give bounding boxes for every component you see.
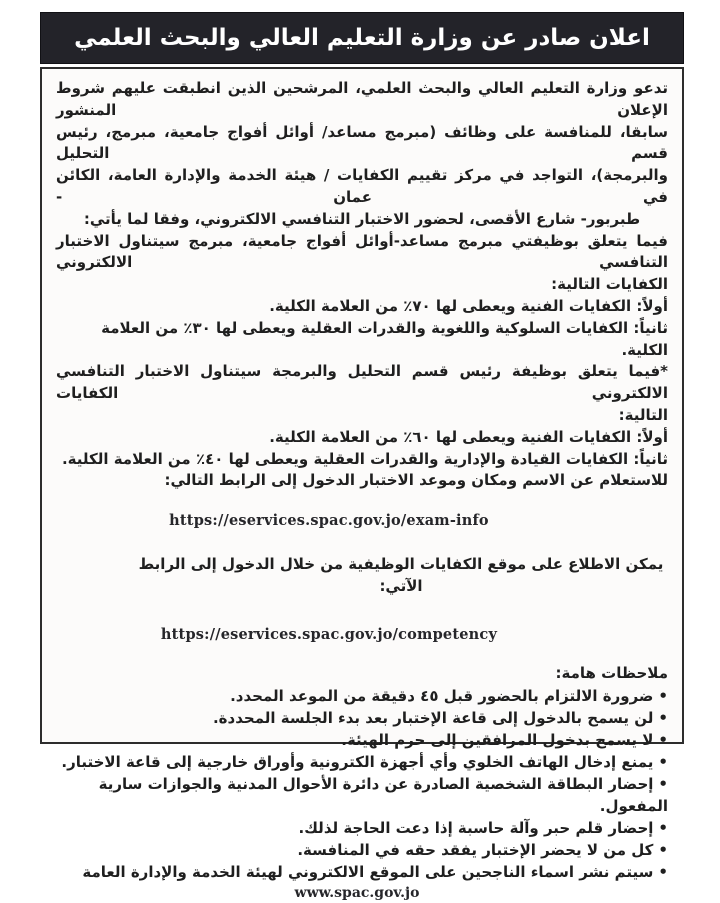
intro-line: طبربور- شارع الأقصى، لحضور الاختبار التنافسي الالكتروني، وفقا لما يأتي: [83, 209, 641, 228]
note-item [56, 839, 668, 861]
job1-first-competency: أولاً: الكفايات الفنية ويعطى لها ٧٠٪ من العلامة الكلية. [269, 296, 668, 315]
bullet-icon: • [658, 687, 668, 706]
job2-lead-line: *فيما يتعلق بوظيفة رئيس قسم التحليل والبرمجة سيتناول الاختبار التنافسي الالكتروني الكفايات [56, 362, 668, 403]
competency-url: https://eservices.spac.gov.jo/competency [160, 625, 498, 643]
bullet-icon: • [658, 753, 668, 772]
exam-info-url: https://eservices.spac.gov.jo/exam-info [169, 512, 489, 530]
spac-website-url: www.spac.gov.jo [294, 885, 420, 902]
bullet-icon: • [658, 731, 668, 750]
job1-second-competency: ثانياً: الكفايات السلوكية واللغوية والقدرات العقلية ويعطى لها ٣٠٪ من العلامة الكلية. [101, 318, 668, 359]
note-text: سيتم نشر اسماء الناجحين على الموقع الالكتروني لهيئة الخدمة والإدارة العامة [82, 863, 654, 882]
announcement-title: اعلان صادر عن وزارة التعليم العالي والبحث العلمي [74, 25, 650, 51]
inquiry-line: للاستعلام عن الاسم ومكان وموعد الاختبار الدخول إلى الرابط التالي: [164, 471, 668, 490]
note-text: ضرورة الالتزام بالحضور قبل ٤٥ دقيقة من الموعد المحدد. [230, 687, 654, 706]
bullet-icon: • [658, 863, 668, 882]
intro-line: والبرمجة)، التواجد في مركز تقييم الكفايات / هيئة الخدمة والإدارة العامة، الكائن في عمان - [56, 166, 668, 206]
note-item [56, 751, 668, 773]
notes-title: ملاحظات هامة: [555, 664, 668, 683]
note-text: يمنع إدخال الهاتف الخلوي وأي أجهزة الكترونية وأوراق خارجية إلى قاعة الاختبار. [61, 753, 654, 772]
intro-line: تدعو وزارة التعليم العالي والبحث العلمي، المرشحين الذين انطبقت عليهم شروط الإعلان المنشور [56, 79, 668, 119]
bullet-icon: • [658, 819, 668, 838]
note-item [56, 729, 668, 751]
announcement-body [40, 67, 684, 902]
bullet-icon: • [658, 709, 668, 728]
intro-line: سابقا، للمنافسة على وظائف (مبرمج مساعد/ أوائل أفواج جامعية، مبرمج، رئيس قسم التحليل [56, 122, 668, 163]
job1-lead-line: الكفايات التالية: [551, 275, 668, 294]
competency-site-line: يمكن الاطلاع على موقع الكفايات الوظيفية من خلال الدخول إلى الرابط الآتي: [138, 554, 664, 595]
job2-second-competency: ثانياً: الكفايات القيادة والإدارية والقدرات العقلية ويعطى لها ٤٠٪ من العلامة الكلية. [61, 449, 668, 468]
note-text: إحضار قلم حبر وآلة حاسبة إذا دعت الحاجة لذلك. [298, 819, 654, 838]
note-item [56, 817, 668, 839]
bullet-icon: • [658, 841, 668, 860]
announcement-header [40, 12, 684, 64]
note-item [56, 685, 668, 707]
note-text: لا يسمح بدخول المرافقين إلى حرم الهيئة. [341, 731, 654, 750]
note-item [56, 773, 668, 817]
job2-lead-line: التالية: [618, 405, 668, 424]
note-text: لن يسمح بالدخول إلى قاعة الإختبار بعد بدء الجلسة المحددة. [212, 709, 654, 728]
job2-first-competency: أولاً: الكفايات الفنية ويعطى لها ٦٠٪ من العلامة الكلية. [269, 427, 668, 446]
note-text: كل من لا يحضر الإختبار يفقد حقه في المنافسة. [297, 841, 654, 860]
note-item [56, 707, 668, 729]
note-text: إحضار البطاقة الشخصية الصادرة عن دائرة الأحوال المدنية والجوازات سارية المفعول. [98, 775, 668, 816]
bullet-icon: • [658, 775, 668, 794]
job1-lead-line: فيما يتعلق بوظيفتي مبرمج مساعد-أوائل أفواج جامعية، مبرمج سيتناول الاختبار التنافسي الالكتروني [56, 231, 668, 272]
announcement-document [40, 12, 684, 902]
note-item [56, 861, 668, 883]
